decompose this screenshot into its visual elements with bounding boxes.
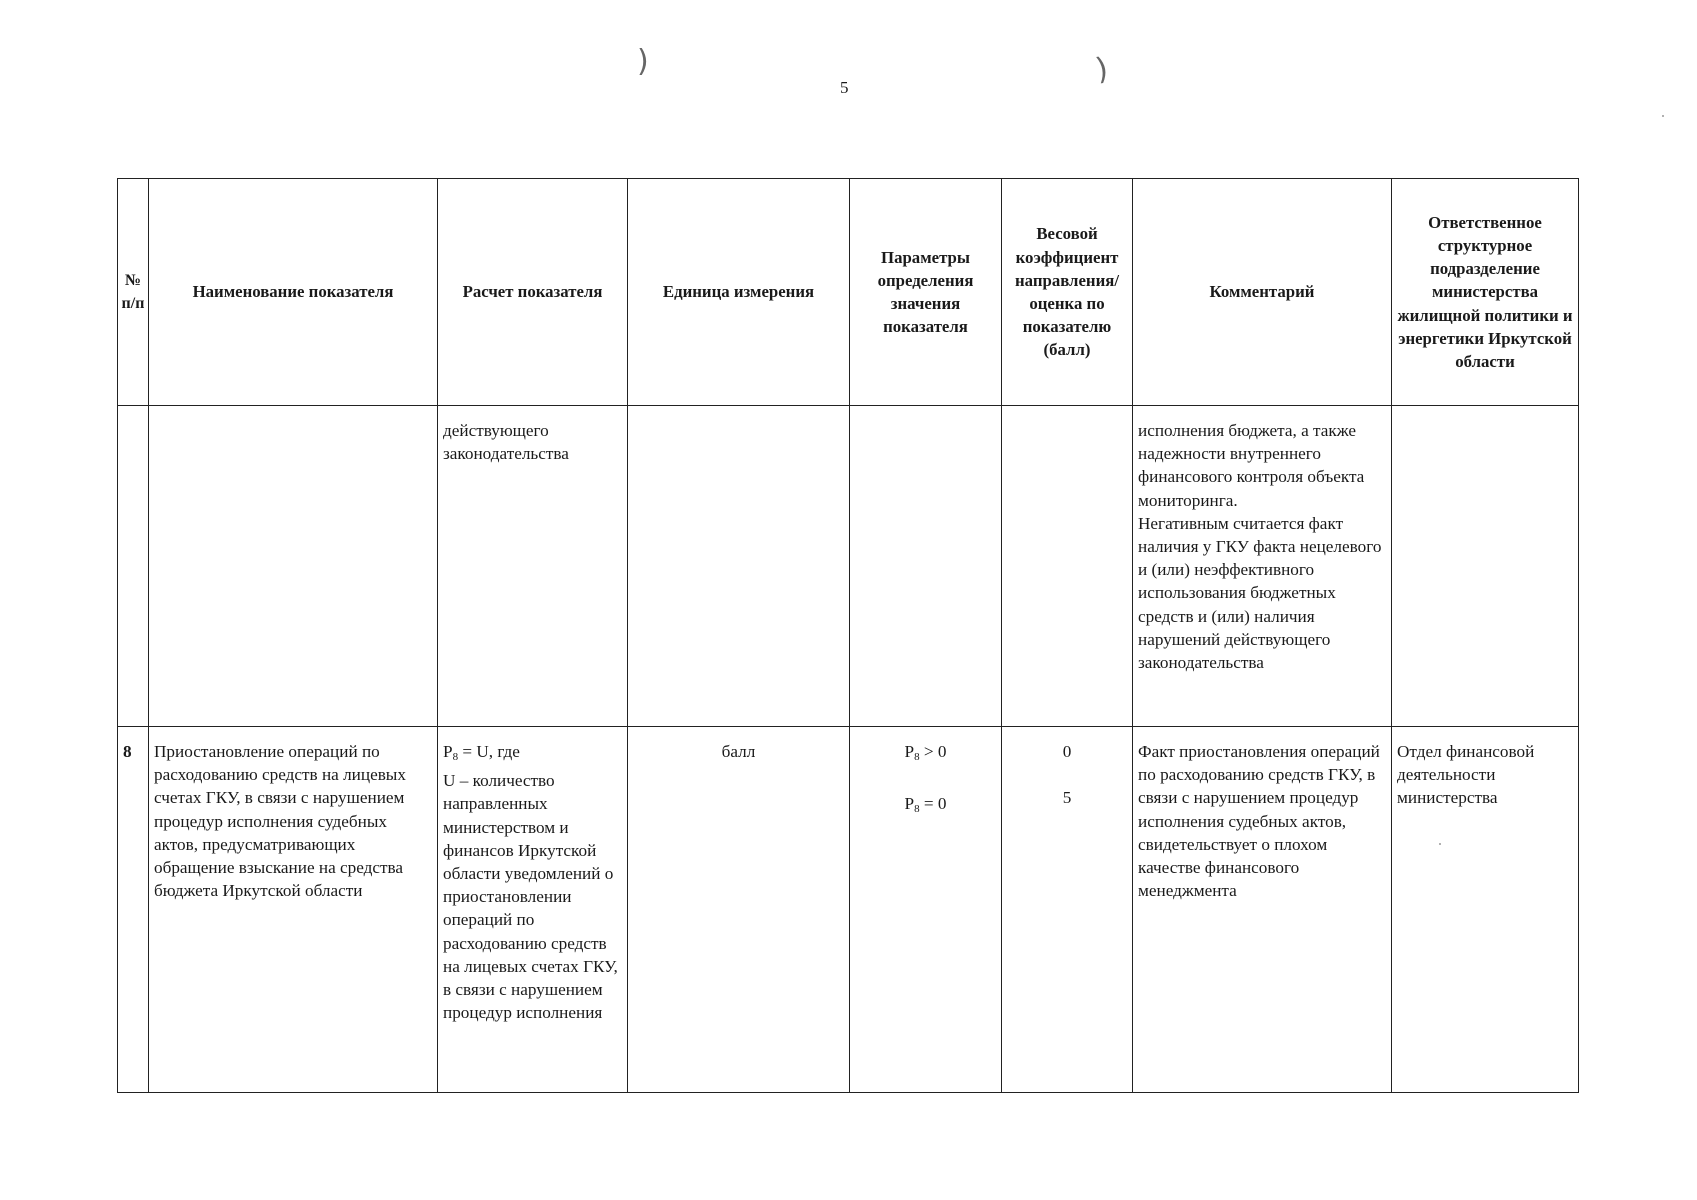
param-rest: > 0 [919,742,947,761]
header-unit: Единица измерения [628,179,850,406]
cell-number-empty [118,406,149,727]
cell-weight-empty [1002,406,1133,727]
param-subscript: 8 [914,803,920,816]
calc-formula [443,740,622,769]
row-number: 8 [123,742,132,761]
param-subscript: 8 [914,751,920,763]
cell-calculation [438,406,628,727]
cell-unit-empty [628,406,850,727]
cell-parameters [850,727,1002,1093]
weights-block [1007,727,1127,809]
header-responsible: Ответственное структурное подразделение министерства жилищной политики и энергетики Иркутской области [1392,179,1579,406]
cell-indicator-name [149,727,438,1093]
cell-comment [1133,727,1392,1093]
table-row-8 [118,727,1579,1093]
cell-responsible-empty [1392,406,1579,727]
table-header-row [118,179,1579,406]
comment-text: Факт приостановления операций по расходованию средств ГКУ, в связи с нарушением процедур исполнения судебных актов, свидетельствует о плохом качестве финансового менеджмента [1138,742,1380,901]
cell-calculation [438,727,628,1093]
header-parameters: Параметры определения значения показателя [850,179,1002,406]
header-calculation: Расчет показателя [438,179,628,406]
continuation-calc-text: действующего законодательства [443,421,569,464]
cell-responsible [1392,727,1579,1093]
param-condition [855,740,996,769]
param-rest: = 0 [919,794,947,814]
table-row-continuation [118,406,1579,727]
weight-value: 0 [1062,742,1072,761]
calc-description: U – количество направленных министерством и финансов Иркутской области уведомлений о приостановлении операций по расходованию средств на лицевых счетах ГКУ, в связи с нарушением процедур исполнения [443,771,618,1023]
page-number: 5 [840,78,849,97]
unit-text: балл [721,742,756,761]
continuation-comment-text: исполнения бюджета, а также надежности внутреннего финансового контроля объекта мониторинга. Негативным считается факт наличия у ГКУ факта нецелевого и (или) неэффективного использования бюджетных средств и (или) наличия нарушений действующего законодательства [1138,421,1382,673]
param-symbol: P [904,742,915,761]
cell-unit [628,727,850,1093]
indicators-table [117,178,1579,1093]
param-symbol: P [904,794,915,814]
cell-number [118,727,149,1093]
formula-rest: = U, где [458,742,520,761]
scan-artifact-mark: ) [637,44,649,79]
header-weight: Весовой коэффициент направления/оценка по показателю (балл) [1002,179,1133,406]
formula-subscript: 8 [452,751,459,763]
weight-value: 5 [1062,788,1072,808]
header-comment: Комментарий [1133,179,1392,406]
header-number: № п/п [118,179,149,406]
header-indicator-name: Наименование показателя [149,179,438,406]
cell-comment [1133,406,1392,727]
cell-name-empty [149,406,438,727]
responsible-text: Отдел финансовой деятельности министерства [1397,742,1535,808]
formula-symbol: P [443,742,453,761]
cell-weight [1002,727,1133,1093]
parameters-block [855,727,996,821]
cell-params-empty [850,406,1002,727]
scan-artifact-mark: ) [1093,51,1111,88]
param-condition [855,792,996,821]
scan-speck [1662,115,1664,117]
indicator-name-text: Приостановление операций по расходованию средств на лицевых счетах ГКУ, в связи с нарушением процедур исполнения судебных актов, предусматривающих обращение взыскание на средства бюджета Иркутской области [154,742,406,901]
calculation-block [443,727,622,1024]
